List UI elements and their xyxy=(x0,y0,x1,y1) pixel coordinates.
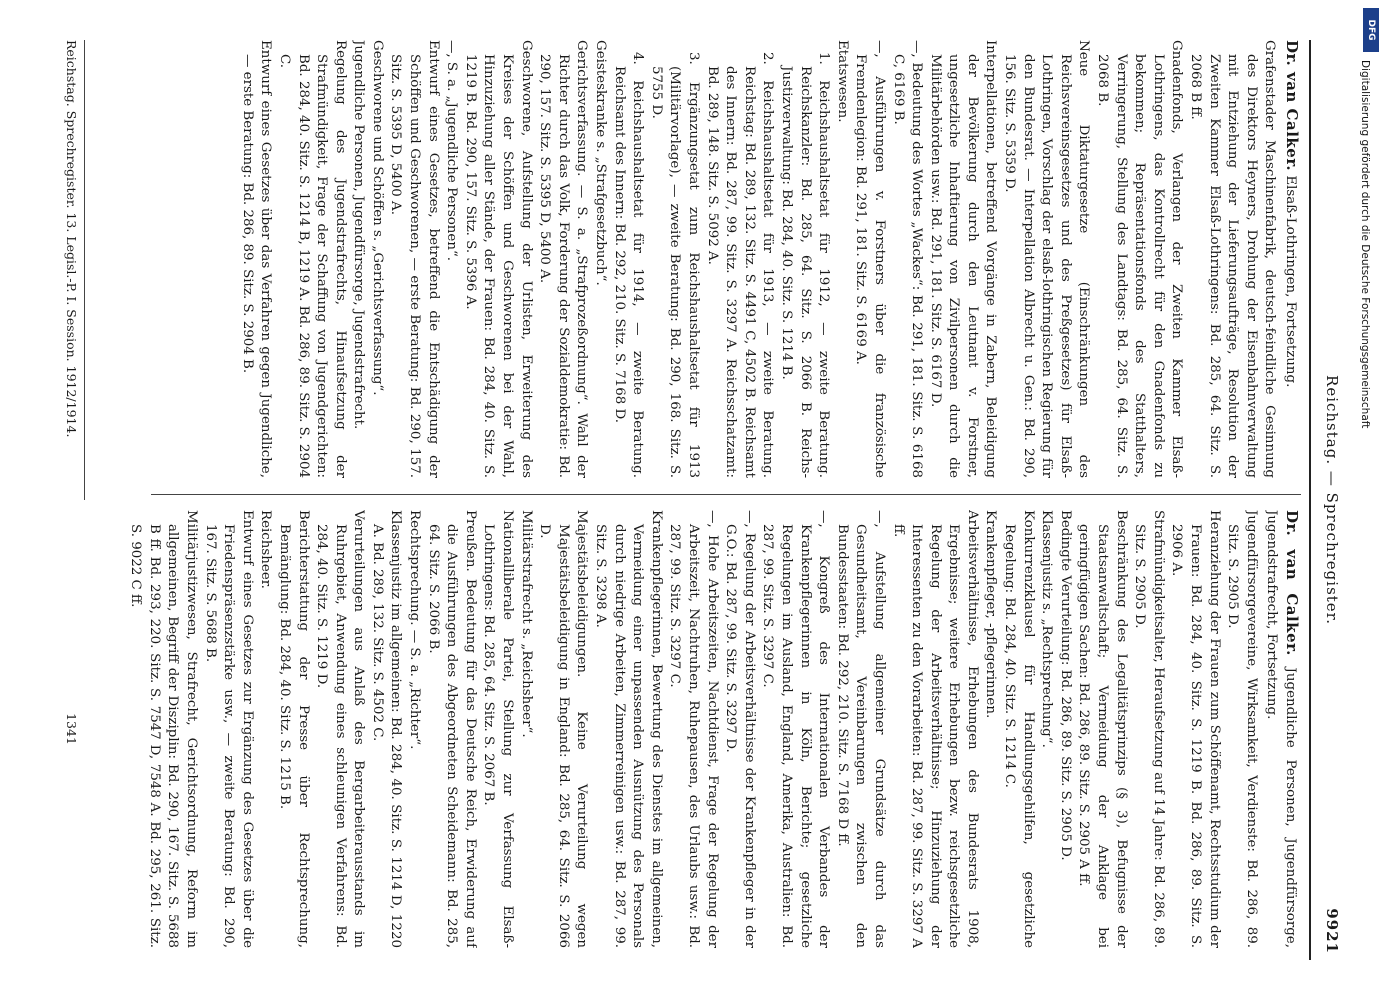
footer-rule xyxy=(84,40,85,500)
sheet-number: 1341 xyxy=(64,713,79,745)
register-entry: Krankenpflegerinnen, Bewertung des Dienstes im allgemeinen, Vermeidung einer unpassenden Ausnützung des Personals durch niedrige Arbeiten, Zimmerreinigen usw.: Bd. 287, 99. Sitz. S. 3298 A. xyxy=(593,510,664,948)
register-entry: Preußen. Bedeutung für das Deutsche Reich, Erwiderung auf die Ausführungen des Abgeordneten Scheidemann: Bd. 285, 64. Sitz. S. 2066 B. xyxy=(425,510,478,948)
register-entry: Neue Diktaturgesetze (Einschränkungen des Reichsvereinsgesetzes und des Preßgesetzes) für Elsaß-Lothringen, Vorschlag der elsaß-lothringischen Regierung für den Bundesrat. — Interpellation Albrecht u. Gen.: Bd. 290, 156. Sitz. S. 5359 D. xyxy=(1002,40,1092,478)
register-entry: Entwurf eines Gesetzes zur Ergänzung des Gesetzes über die Friedenspräsenzstärke usw., — zweite Beratung: Bd. 290, 167. Sitz. S. 5688 B. xyxy=(202,510,255,948)
column-divider xyxy=(151,494,1301,495)
register-entry: Gerichtsverfassung. — S. a. „Strafprozeßordnung“. Wahl der Richter durch das Volk, Forderung der Sozialdemokratie: Bd. 290, 157. Sitz. S. 5395 D, 5400 A. xyxy=(537,40,590,478)
digitization-credit: Digitalisierung gefördert durch die Deutsche Forschungsgemeinschaft xyxy=(1359,60,1371,429)
register-entry: —, Ausführungen v. Forstners über die französische Fremdenlegion: Bd. 291, 181. Sitz. S. 6169 A. xyxy=(853,40,887,478)
register-entry: 3. Ergänzungsetat zum Reichshaushaltsetat für 1913 (Militärvorlage), — zweite Beratung: Bd. 290, 168. Sitz. S. 5755 D. xyxy=(648,52,701,478)
right-column xyxy=(86,510,1301,948)
dfg-logo-text: DFG xyxy=(1366,19,1376,41)
register-entry: Konkurrenzklausel für Handlungsgehilfen, gesetzliche Regelung: Bd. 284, 40. Sitz. S. 1214 C. xyxy=(1002,510,1036,948)
register-entry: Bedingte Verurteilung: Bd. 286, 89. Sitz. S. 2905 D. xyxy=(1057,510,1073,861)
register-entry: Arbeitsverhältnisse, Erhebungen des Bundesrats 1908, Ergebnisse; weitere Erhebungen bezw. reichsgesetzliche Regelung der Arbeitsverhältnisse; Hinzuziehung der Interessenten zu den Vorarbeiten: Bd. 287, 99. Sitz. S. 3297 A ff. xyxy=(890,510,980,948)
register-entry: 2. Reichshaushaltsetat für 1913, — zweite Beratung. Reichstag: Bd. 289, 132. Sitz. S. 4491 C, 4502 B. Reichsamt des Innern: Bd. 287, 99. Sitz. S. 3297 A. Reichsschatzamt: Bd. 289, 148. Sitz. S. 5092 A. xyxy=(704,52,776,478)
register-entry: —, S. a. „Jugendliche Personen“. xyxy=(444,40,460,262)
header-rule xyxy=(1309,40,1311,960)
digitization-sidebar xyxy=(1359,8,1379,668)
register-entry: 1. Reichshaushaltsetat für 1912, — zweite Beratung. Reichskanzler: Bd. 285, 64. Sitz. S. 2066 B. Reichs-Justizverwaltung: Bd. 284, 40. Sitz. S. 1214 B. xyxy=(778,52,832,478)
dfg-logo xyxy=(1363,8,1379,52)
register-entry: 4. Reichshaushaltsetat für 1914, — zweite Beratung. Reichsamt des Innern: Bd. 292, 210. Sitz. S. 7168 D. xyxy=(611,52,646,478)
speaker-name: Dr. van Calker. xyxy=(1283,40,1301,172)
register-entry: Grafenstader Maschinenfabrik, deutsch-feindliche Gesinnung des Direktors Heyners, Drohung der Eisenbahnverwaltung mit Entziehung der Lieferungsaufträge, Resolution der Zweiten Kammer Elsaß-Lothringens: Bd. 285, 64. Sitz. S. 2068 B ff. xyxy=(1188,40,1278,478)
register-entry: Etatswesen. xyxy=(834,40,850,123)
register-entry: Interpellationen, betreffend Vorgänge in Zabern, Beleidigung der Bevölkerung durch den Leutnant v. Forstner, ungesetzliche Inhaftierung von Zivilpersonen durch die Militärbehörden usw.: Bd. 291, 181. Sitz. S. 6167 D. xyxy=(927,40,999,478)
page-footer: Reichstag. Sprechregister. 13. Legisl.-P. I. Session. 1912/1914. xyxy=(64,40,79,438)
register-entry: Klassenjustiz s. „Rechtsprechung“. xyxy=(1039,510,1055,748)
register-entry: Geschworene, Aufstellung der Urlisten, Erweiterung des Kreises der Schöffen und Geschworenen bei der Wahl, Hinzuziehung aller Stände, der Frauen: Bd. 284, 40. Sitz. S. 1219 B. Bd. 290, 157. Sitz. S. 5396 A. xyxy=(462,40,534,478)
right-column-heading xyxy=(1262,510,1301,948)
register-entry: Majestätsbeleidigungen. Keine Verurteilung wegen Majestätsbeleidigung in England: Bd. 285, 64. Sitz. S. 2066 D. xyxy=(537,510,590,948)
register-entry: Geschworene und Schöffen s. „Gerichtsverfassung“. xyxy=(369,40,385,396)
right-entry-list xyxy=(126,510,1260,948)
left-column xyxy=(86,40,1301,478)
speaker-name: Dr. van Calker. xyxy=(1283,510,1301,656)
register-entry: Geisteskranke s. „Strafgesetzbuch“. xyxy=(593,40,609,286)
document-page xyxy=(51,40,1341,960)
register-entry: —, Kongreß des Internationalen Verbandes der Krankenpflegerinnen in Köln, Berichte; gesetzliche Regelungen im Ausland, England, Amerika, Australien: Bd. 287, 99. Sitz. S. 3297 C. xyxy=(760,510,832,948)
register-entry: Verurteilungen aus Anlaß des Bergarbeiterausstands im Ruhrgebiet, Anwendung eines schleunigen Verfahrens: Bd. 284, 40. Sitz. S. 1219 D. xyxy=(314,510,367,948)
register-entry: Rechtsprechung. — S. a. „Richter“. xyxy=(407,510,423,750)
register-entry: Militärjustizwesen, Strafrecht, Gerichtsordnung, Reform im allgemeinen, Begriff der Disziplin: Bd. 290, 167. Sitz. S. 5688 B ff. Bd. 293, 220. Sitz. S. 7547 D, 7548 A. Bd. 295, 261. Sitz. S. 9022 C ff. xyxy=(128,510,199,948)
continuation-label: Jugendliche Personen, Jugendfürsorge, Jugendstrafrecht, Fortsetzung. xyxy=(1264,510,1298,948)
register-entry: Strafmündigkeitsalter, Heraufsetzung auf 14 Jahre: Bd. 286, 89. Sitz. S. 2905 D. xyxy=(1132,510,1166,948)
running-header xyxy=(1315,40,1341,960)
register-entry: Krankenpfleger, -pflegerinnen. xyxy=(983,510,999,719)
left-entry-list xyxy=(237,40,1278,478)
register-entry: Entwurf eines Gesetzes über das Verfahren gegen Jugendliche, — erste Beratung: Bd. 286, 89. Sitz. S. 2904 B. xyxy=(239,40,274,478)
continuation-label: Elsaß-Lothringen, Fortsetzung. xyxy=(1283,175,1298,388)
register-entry: Reichsheer. xyxy=(258,510,274,589)
register-entry: —, Hohe Arbeitszeiten, Nachtdienst, Frage der Regelung der Arbeitszeit, Nachtruhen, Ruhepausen, des Urlaubs usw.: Bd. 287, 99. Sitz. S. 3297 C. xyxy=(667,510,720,948)
register-entry: Regelung des Jugendstrafrechts, Hinaufsetzung der Strafmündigkeit, Frage der Schaffung von Jugendgerichten: Bd. 284, 40. Sitz. S. 1214 B, 1219 A. Bd. 286, 89. Sitz. S. 2904 C. xyxy=(276,40,348,478)
register-entry: —, Aufstellung allgemeiner Grundsätze durch das Gesundheitsamt, Vereinbarungen zwischen den Bundesstaaten: Bd. 292, 210. Sitz. S. 7168 D ff. xyxy=(834,510,887,948)
register-entry: Heranziehung der Frauen zum Schöffenamt, Rechtsstudium der Frauen: Bd. 284, 40. Sitz. S. 1219 B. Bd. 286, 89. Sitz. S. 2906 A. xyxy=(1169,510,1222,948)
left-column-heading xyxy=(1280,40,1301,478)
register-entry: —, Regelung der Arbeitsverhältnisse der Krankenpfleger in der G.O.: Bd. 287, 99. Sitz. S. 3297 D. xyxy=(723,510,757,948)
register-entry: Entwurf eines Gesetzes, betreffend die Entschädigung der Schöffen und Geschworenen, — erste Beratung: Bd. 290, 157. Sitz. S. 5395 D, 5400 A. xyxy=(388,40,441,478)
register-entry: Nationalliberale Partei, Stellung zur Verfassung Elsaß-Lothringens: Bd. 285, 64. Sitz. S. 2067 B. xyxy=(481,510,516,948)
register-entry: Berichterstattung der Presse über Rechtsprechung, Bemänglung: Bd. 284, 40. Sitz. S. 1215 B. xyxy=(276,510,311,948)
register-entry: Militärstrafrecht s. „Reichsheer“. xyxy=(518,510,534,738)
page-title: Reichstag. — Sprechregister. xyxy=(1323,375,1341,625)
register-entry: Gnadenfonds, Verlangen der Zweiten Kammer Elsaß-Lothringens, das Kontrollrecht für den Gnadenfonds zu bekommen; Repräsentationsfonds des Statthalters, Verringerung, Stellung des Landtags: Bd. 285, 64. Sitz. S. 2068 B. xyxy=(1095,40,1185,478)
page-number: 9921 xyxy=(1323,908,1341,954)
register-entry: —, Bedeutung des Wortes „Wackes“: Bd. 291, 181. Sitz. S. 6168 C, 6169 B. xyxy=(890,40,925,478)
register-entry: Jugendfürsorgevereine, Wirksamkeit, Verdienste: Bd. 286, 89. Sitz. S. 2905 D. xyxy=(1225,510,1259,948)
register-entry: Klassenjustiz im allgemeinen: Bd. 284, 40. Sitz. S. 1214 D, 1220 A. Bd. 289, 132. Sitz. S. 4502 C. xyxy=(369,510,404,948)
register-entry: Beschränkung des Legalitätsprinzips (§ 3), Befugnisse der Staatsanwaltschaft; Vermeidung der Anklage bei geringfügigen Sachen: Bd. 286, 89. Sitz. S. 2905 A ff. xyxy=(1076,510,1129,948)
register-entry: Jugendliche Personen, Jugendfürsorge, Jugendstrafrecht. xyxy=(351,40,367,430)
